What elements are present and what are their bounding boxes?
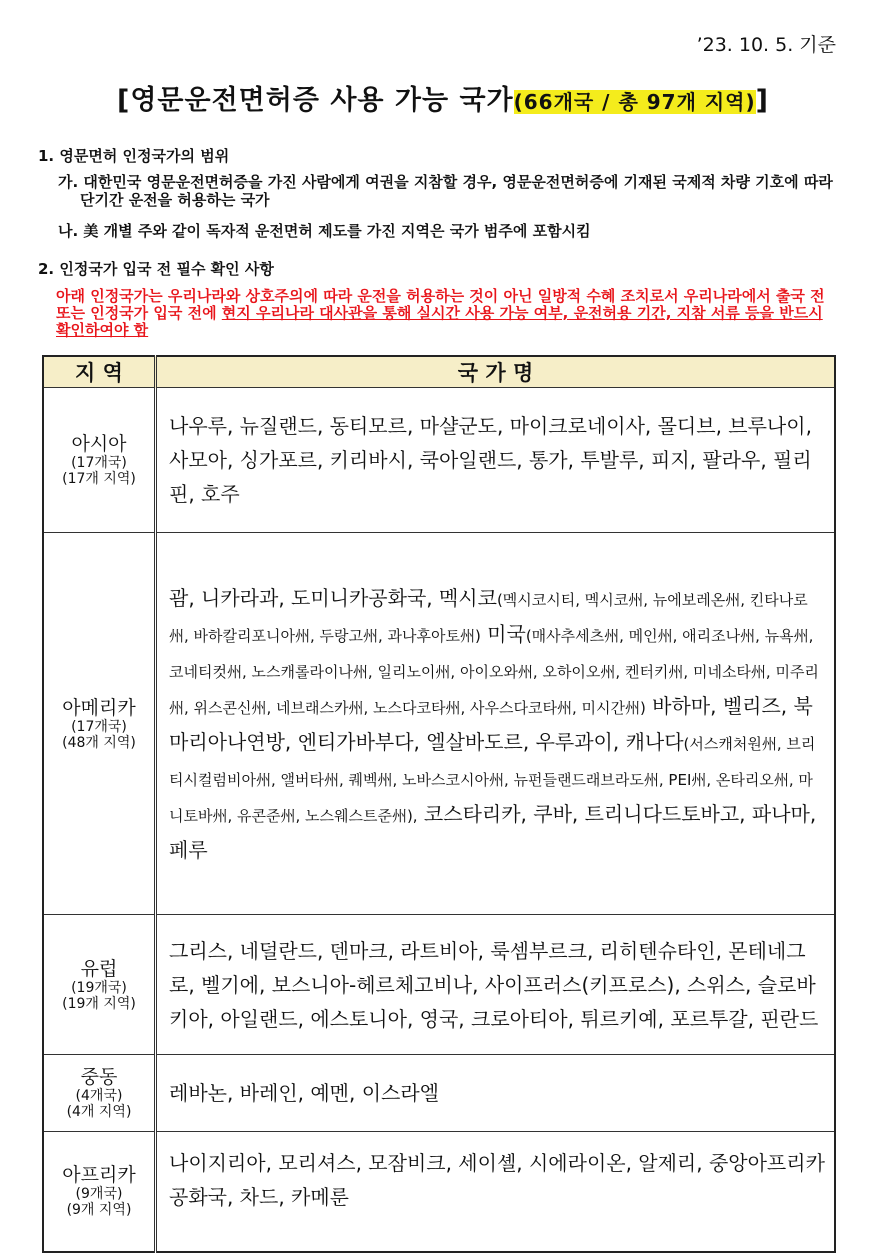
title-close: ] <box>755 85 769 116</box>
region-asia-count: (17개국) <box>71 455 127 471</box>
region-middle-east-regions: (4개 지역) <box>66 1104 132 1120</box>
america-countries-2: 미국 <box>480 621 526 646</box>
section2-warning <box>56 288 842 339</box>
region-asia-regions: (17개 지역) <box>62 471 136 487</box>
region-middle-east-name: 중동 <box>80 1066 118 1088</box>
region-africa-name: 아프리카 <box>62 1164 136 1187</box>
section1-item-na-text: 나. 美 개별 주와 같이 독자적 운전면허 제도를 가진 지역은 국가 범주에 포함시킴 <box>58 222 591 240</box>
section1-heading: 1. 영문면허 인정국가의 범위 <box>38 147 230 165</box>
region-europe <box>43 915 156 1055</box>
warning-plain: 아래 인정국가는 우리나라와 상호주의에 따라 운전을 허용하는 것이 아닌 일방적 수혜 조치로서 우리나라에서 출국 전 또는 인정국가 입국 전에 <box>56 287 825 322</box>
region-america-regions: (48개 지역) <box>62 734 136 751</box>
region-middle-east-count: (4개국) <box>75 1088 123 1104</box>
table-header-row <box>43 356 835 388</box>
region-america-name: 아메리카 <box>62 696 136 719</box>
region-africa-count: (9개국) <box>75 1186 123 1203</box>
section1-item-ga-text: 가. 대한민국 영문운전면허증을 가진 사람에게 여권을 지참할 경우, 영문운전면허증에 기재된 국제적 차량 기호에 따라 단기간 운전을 허용하는 국가 <box>58 173 833 209</box>
reference-date: ’23. 10. 5. 기준 <box>696 34 836 56</box>
region-europe-name: 유럽 <box>80 957 118 980</box>
section1-item-na <box>58 222 848 240</box>
region-america <box>43 533 156 915</box>
warning-underlined: 현지 우리나라 대사관을 통해 실시간 사용 가능 여부, 운전허용 기간, 지참 서류 등을 반드시 확인하여야 함 <box>56 304 823 339</box>
region-asia <box>43 388 156 533</box>
title-main: [영문운전면허증 사용 가능 국가 <box>117 85 514 116</box>
region-europe-regions: (19개 지역) <box>62 995 136 1012</box>
table-row-africa <box>43 1132 835 1252</box>
region-america-count: (17개국) <box>71 718 127 735</box>
usa-states: (매사추세츠州, 메인州, 애리조나州, 뉴욕州, 코네티컷州, 노스캐롤라이나州, 일리노이州, 아이오와州, 오하이오州, 켄터키州, 미네소타州, 미주리州, 위스콘신州, 네브래스카州, 노스다코타州, 사우스다코타州, 미시간州) <box>169 626 819 717</box>
countries-america <box>156 533 836 915</box>
page-title <box>0 78 886 117</box>
region-europe-count: (19개국) <box>71 979 127 996</box>
table-row-america <box>43 533 835 915</box>
region-middle-east <box>43 1055 156 1132</box>
region-africa-regions: (9개 지역) <box>66 1202 132 1219</box>
countries-africa: 나이지리아, 모리셔스, 모잠비크, 세이셸, 시에라이온, 알제리, 중앙아프리카공화국, 차드, 카메룬 <box>156 1132 836 1252</box>
section2-heading: 2. 인정국가 입국 전 필수 확인 사항 <box>38 260 274 278</box>
countries-middle-east: 레바논, 바레인, 예멘, 이스라엘 <box>156 1055 836 1132</box>
section1-item-ga <box>58 173 848 209</box>
mexico-states: (멕시코시티, 멕시코州, 뉴에보레온州, 킨타나로州, 바하칼리포니아州, 두랑고州, 과나후아토州) <box>169 590 808 645</box>
countries-asia: 나우루, 뉴질랜드, 동티모르, 마샬군도, 마이크로네이사, 몰디브, 브루나이, 사모아, 싱가포르, 키리바시, 쿡아일랜드, 통가, 투발루, 피지, 팔라우, 필리핀, 호주 <box>156 388 836 533</box>
region-asia-name: 아시아 <box>71 433 127 455</box>
title-highlight: (66개국 / 총 97개 지역) <box>513 90 756 114</box>
america-countries-4: 코스타리카, 쿠바, 트리니다드토바고, 파나마, 페루 <box>169 801 817 862</box>
table-row-europe <box>43 915 835 1055</box>
country-table <box>42 355 836 1253</box>
table-row-asia <box>43 388 835 533</box>
region-africa <box>43 1132 156 1252</box>
header-country: 국 가 명 <box>156 356 836 388</box>
table-row-middle-east <box>43 1055 835 1132</box>
header-region: 지 역 <box>43 356 156 388</box>
canada-provinces: (서스캐처원州, 브리티시컬럼비아州, 앨버타州, 퀘벡州, 노바스코시아州, 뉴펀들랜드래브라도州, PEI州, 온타리오州, 마니토바州, 유콘준州, 노스웨스트준州), <box>169 734 816 825</box>
america-countries-1: 괌, 니카라과, 도미니카공화국, 멕시코 <box>169 585 497 610</box>
america-countries-3: 바하마, 벨리즈, 북마리아나연방, 엔티가바부다, 엘살바도르, 우루과이, 캐나다 <box>169 693 813 754</box>
countries-europe: 그리스, 네덜란드, 덴마크, 라트비아, 룩셈부르크, 리히텐슈타인, 몬테네그로, 벨기에, 보스니아-헤르체고비나, 사이프러스(키프로스), 스위스, 슬로바키아, 아일랜드, 에스토니아, 영국, 크로아티아, 튀르키예, 포르투갈, 핀란드 <box>156 915 836 1055</box>
